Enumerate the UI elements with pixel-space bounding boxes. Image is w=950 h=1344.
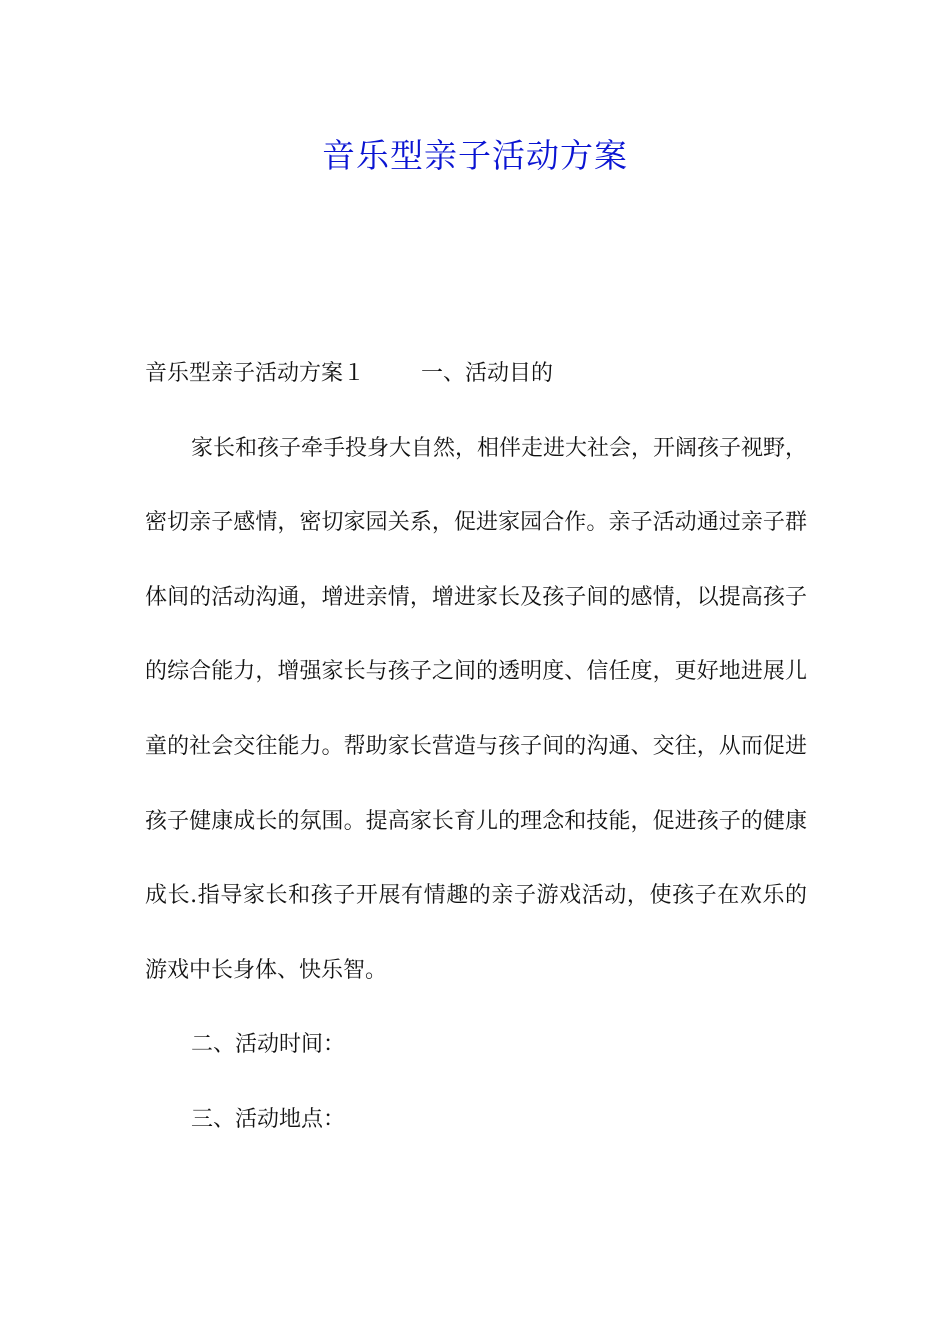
document-title: 音乐型亲子活动方案 (322, 136, 628, 175)
document-body (145, 337, 807, 1158)
section-three-heading: 三、活动地点： (191, 1106, 346, 1132)
section-two-heading: 二、活动时间： (191, 1032, 346, 1058)
section-one-heading: 一、活动目的 (421, 361, 554, 386)
plan-subtitle: 音乐型亲子活动方案１ (145, 361, 366, 386)
heading-line (145, 337, 807, 412)
paragraph-purpose: 家长和孩子牵手投身大自然，相伴走进大社会，开阔孩子视野，密切亲子感情，密切家园关系，促进家园合作。亲子活动通过亲子群体间的活动沟通，增进亲情，增进家长及孩子间的感情，以提高孩子的综合能力，增强家长与孩子之间的透明度、信任度，更好地进展儿童的社会交往能力。帮助家长营造与孩子间的沟通、交往，从而促进孩子健康成长的氛围。提高家长育儿的理念和技能，促进孩子的健康成长.指导家长和孩子开展有情趣的亲子游戏活动，使孩子在欢乐的游戏中长身体、快乐智。 (145, 435, 808, 983)
